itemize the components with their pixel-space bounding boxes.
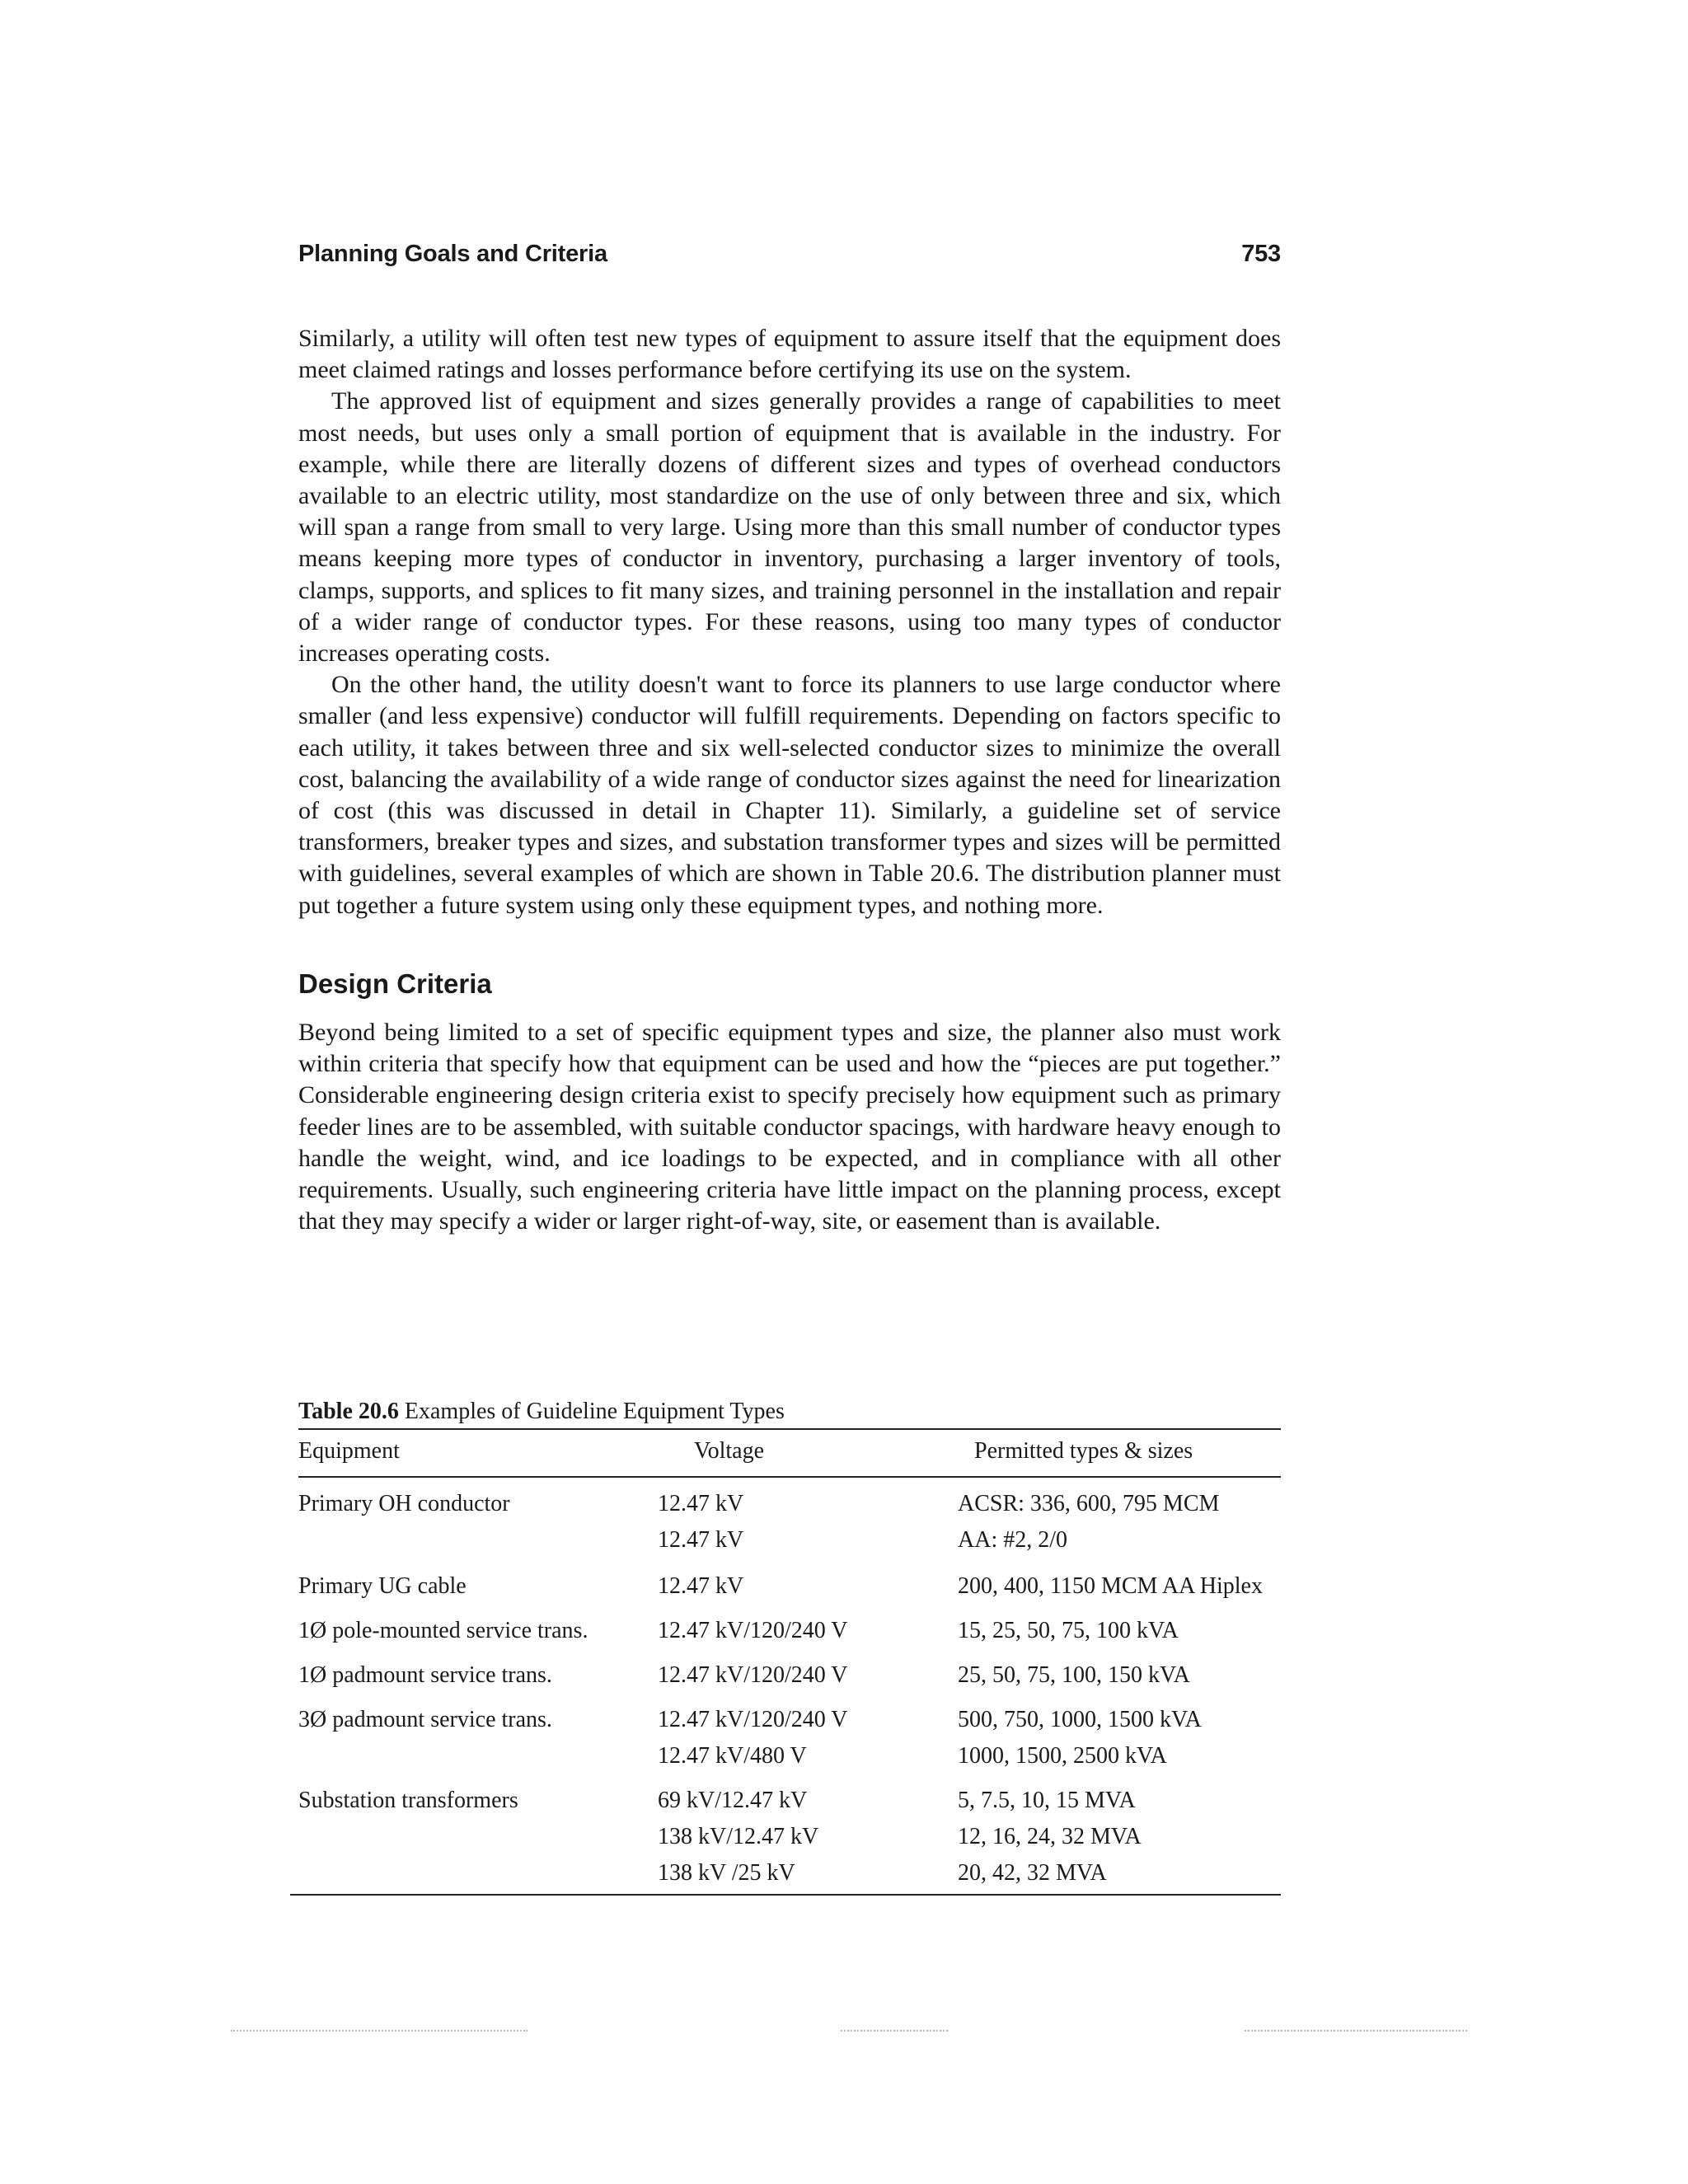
- table-cell: 12.47 kV: [658, 1491, 744, 1516]
- table-cell: 12.47 kV/120/240 V: [658, 1707, 848, 1732]
- paragraph: The approved list of equipment and sizes generally provides a range of capabilities to meet most needs, but uses only a small portion of equipment that is available in the industry. For example, while there are literally dozens of different sizes and types of overhead conductors available to an electric utility, most standardize on the use of only between three and six, which will span a range from small to very large. Using more than this small number of conductor types means keeping more types of conductor in inventory, purchasing a larger inventory of tools, clamps, supports, and splices to fit many sizes, and training personnel in the installation and repair of a wider range of conductor types. For these reasons, using too many types of conductor increases operating costs.: [298, 387, 1281, 668]
- scan-artifact: [1245, 2030, 1467, 2033]
- table-cell: Primary UG cable: [298, 1573, 467, 1599]
- table-header-row: [298, 1430, 1281, 1478]
- table-cell: 5, 7.5, 10, 15 MVA: [958, 1788, 1136, 1813]
- table-cell: 1Ø padmount service trans.: [298, 1662, 552, 1688]
- scan-artifact: [841, 2030, 948, 2033]
- table-cell: Substation transformers: [298, 1788, 518, 1813]
- table-cell: 25, 50, 75, 100, 150 kVA: [958, 1662, 1190, 1688]
- table-cell: Primary OH conductor: [298, 1491, 510, 1516]
- table-caption-title: Examples of Guideline Equipment Types: [404, 1399, 785, 1424]
- table-caption: [298, 1395, 1281, 1428]
- table-cell: AA: #2, 2/0: [958, 1527, 1067, 1553]
- table-cell: 69 kV/12.47 kV: [658, 1788, 808, 1813]
- equipment-table: [290, 1395, 1281, 1896]
- table-body: [298, 1478, 1281, 1894]
- table-cell: 138 kV /25 kV: [658, 1860, 795, 1886]
- table-caption-number: Table 20.6: [298, 1399, 399, 1424]
- paragraph: Similarly, a utility will often test new types of equipment to assure itself that the equipment does meet claimed ratings and losses performance before certifying its use on the system.: [298, 325, 1281, 384]
- table-cell: 1Ø pole-mounted service trans.: [298, 1618, 588, 1643]
- column-header-permitted: Permitted types & sizes: [974, 1438, 1193, 1464]
- page-number: 753: [1241, 241, 1281, 267]
- table-cell: 12, 16, 24, 32 MVA: [958, 1824, 1142, 1849]
- table-cell: 3Ø padmount service trans.: [298, 1707, 552, 1732]
- table-cell: 200, 400, 1150 MCM AA Hiplex: [958, 1573, 1263, 1599]
- paragraph: Beyond being limited to a set of specific equipment types and size, the planner also must work within criteria that specify how that equipment can be used and how the “pieces are put together.” Considerable engineering design criteria exist to specify precisely how equipment such as primary feeder lines are to be assembled, with suitable conductor spacings, with hardware heavy enough to handle the weight, wind, and ice loadings to be expected, and in compliance with all other requirements. Usually, such engineering criteria have little impact on the planning process, except that they may specify a wider or larger right-of-way, site, or easement than is available.: [298, 1019, 1281, 1235]
- table-cell: 12.47 kV: [658, 1527, 744, 1553]
- section-text: [298, 1017, 1281, 1237]
- running-head: Planning Goals and Criteria: [298, 241, 607, 267]
- column-header-equipment: Equipment: [298, 1438, 400, 1464]
- table-cell: 1000, 1500, 2500 kVA: [958, 1743, 1167, 1769]
- body-text: [298, 323, 1281, 921]
- section-heading: Design Criteria: [298, 968, 492, 999]
- table-cell: 12.47 kV/120/240 V: [658, 1662, 848, 1688]
- table-cell: 12.47 kV/120/240 V: [658, 1618, 848, 1643]
- table-cell: 12.47 kV/480 V: [658, 1743, 807, 1769]
- scan-artifacts: [231, 2030, 1467, 2033]
- table-cell: 15, 25, 50, 75, 100 kVA: [958, 1618, 1179, 1643]
- table-rule-bottom: [290, 1894, 1281, 1896]
- scan-artifact: [231, 2030, 528, 2033]
- page-header: [298, 241, 1281, 282]
- table-cell: 500, 750, 1000, 1500 kVA: [958, 1707, 1202, 1732]
- table-cell: ACSR: 336, 600, 795 MCM: [958, 1491, 1220, 1516]
- paragraph: On the other hand, the utility doesn't want to force its planners to use large conductor where smaller (and less expensive) conductor will fulfill requirements. Depending on factors specific to each utility, it takes between three and six well-selected conductor sizes to minimize the overall cost, balancing the availability of a wide range of conductor sizes against the need for linearization of cost (this was discussed in detail in Chapter 11). Similarly, a guideline set of service transformers, breaker types and sizes, and substation transformer types and sizes will be permitted with guidelines, several examples of which are shown in Table 20.6. The distribution planner must put together a future system using only these equipment types, and nothing more.: [298, 671, 1281, 919]
- table-cell: 138 kV/12.47 kV: [658, 1824, 819, 1849]
- table-cell: 20, 42, 32 MVA: [958, 1860, 1107, 1886]
- table-cell: 12.47 kV: [658, 1573, 744, 1599]
- column-header-voltage: Voltage: [694, 1438, 765, 1464]
